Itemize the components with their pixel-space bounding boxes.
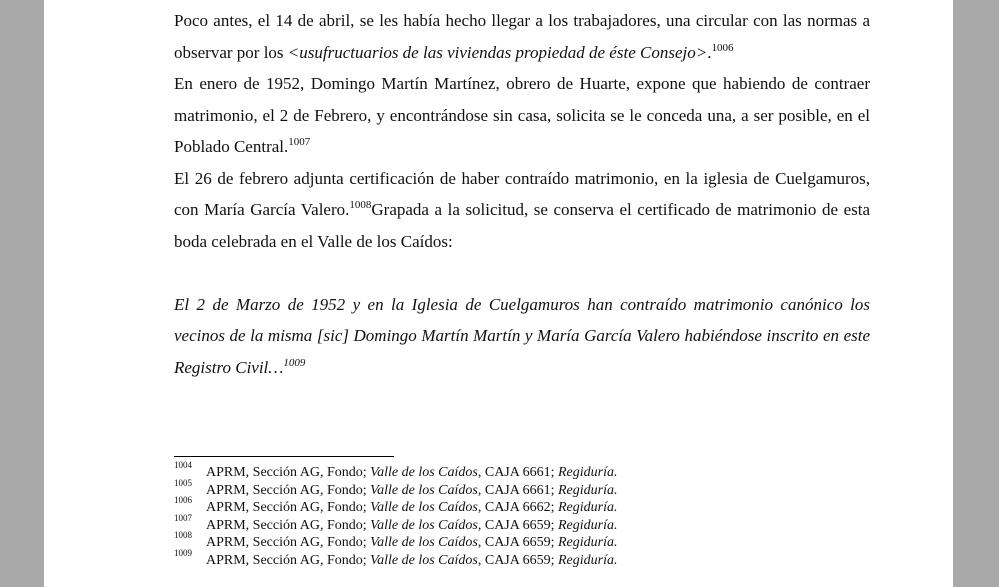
- footnote-series: Valle de los Caídos: [370, 552, 478, 568]
- footnote-item: [174, 530, 874, 552]
- footnote-item: [174, 512, 874, 535]
- footnote-number: 1004: [174, 460, 192, 470]
- footnote-number: 1009: [174, 547, 192, 558]
- paragraph-certificate: [174, 163, 870, 258]
- document-page: [44, 0, 953, 587]
- footnote-item: [174, 547, 874, 570]
- paragraph-text: .: [707, 42, 712, 62]
- footnote-number: 1008: [174, 530, 192, 540]
- quoted-phrase: <usufructuarios de las viviendas propiedad de éste Consejo>: [287, 42, 708, 62]
- footnote-item: [174, 495, 874, 517]
- footnote-item: [174, 477, 874, 500]
- paragraph-text: Grapada a la solicitud, se conserva el certificado de matrimonio de esta boda celebrada en el Valle de los Caídos:: [174, 200, 870, 251]
- footnote-series: Valle de los Caídos: [370, 465, 478, 480]
- footnote-number: 1006: [174, 495, 192, 505]
- footnote-section: Regiduría.: [557, 465, 618, 480]
- footnote-ref[interactable]: 1009: [283, 356, 306, 369]
- footnote-source: APRM, Sección AG, Fondo;: [206, 500, 371, 515]
- footnote-section: Regiduría.: [557, 535, 618, 550]
- footnote-number: 1007: [174, 512, 192, 523]
- paragraph-request: [174, 68, 870, 163]
- footnote-section: Regiduría.: [557, 500, 618, 515]
- footnote-box: , CAJA 6659;: [477, 552, 558, 568]
- footnote-source: APRM, Sección AG, Fondo;: [206, 482, 371, 498]
- footnote-separator: [174, 456, 394, 457]
- footnote-ref[interactable]: 1007: [288, 136, 311, 148]
- footnote-source: APRM, Sección AG, Fondo;: [206, 552, 371, 568]
- footnotes: [174, 460, 874, 569]
- footnote-box: , CAJA 6661;: [477, 482, 558, 498]
- footnote-source: APRM, Sección AG, Fondo;: [206, 535, 371, 550]
- footnote-series: Valle de los Caídos: [370, 482, 478, 498]
- paragraph-circular: [174, 5, 870, 68]
- footnote-source: APRM, Sección AG, Fondo;: [206, 465, 371, 480]
- footnote-box: , CAJA 6661;: [477, 465, 558, 480]
- footnote-section: Regiduría.: [557, 517, 618, 533]
- paragraph-text: Poco antes, el 14 de abril, se les había hecho llegar a los trabajadores, una circular con las normas a observar por los: [174, 11, 870, 62]
- footnote-box: , CAJA 6659;: [477, 517, 558, 533]
- footnote-number: 1005: [174, 477, 192, 488]
- footnote-ref[interactable]: 1006: [711, 41, 734, 54]
- footnote-item: [174, 460, 874, 482]
- footnote-source: APRM, Sección AG, Fondo;: [206, 517, 371, 533]
- quote-text: El 2 de Marzo de 1952 y en la Iglesia de Cuelgamuros han contraído matrimonio canónico los vecinos de la misma [sic] Domingo Martín Martín y María García Valero habiéndose inscrito en este Registro Civil…: [174, 294, 870, 377]
- footnote-series: Valle de los Caídos: [370, 500, 478, 515]
- footnote-section: Regiduría.: [557, 482, 618, 498]
- paragraph-text: El 26 de febrero adjunta certificación de haber contraído matrimonio, en la iglesia de Cuelgamuros, con María García Valero.: [174, 168, 870, 219]
- footnote-box: , CAJA 6662;: [477, 500, 558, 515]
- footnote-box: , CAJA 6659;: [477, 535, 558, 550]
- footnote-ref[interactable]: 1008: [349, 199, 372, 211]
- footnote-section: Regiduría.: [557, 552, 618, 568]
- body-text: [174, 5, 870, 383]
- footnote-series: Valle de los Caídos: [370, 517, 478, 533]
- footnote-series: Valle de los Caídos: [370, 535, 478, 550]
- paragraph-text: En enero de 1952, Domingo Martín Martínez, obrero de Huarte, expone que habiendo de contraer matrimonio, el 2 de Febrero, y encontrándose sin casa, solicita se le conceda una, a ser posible, en el Poblado Central.: [174, 74, 870, 156]
- block-quote: [174, 289, 870, 384]
